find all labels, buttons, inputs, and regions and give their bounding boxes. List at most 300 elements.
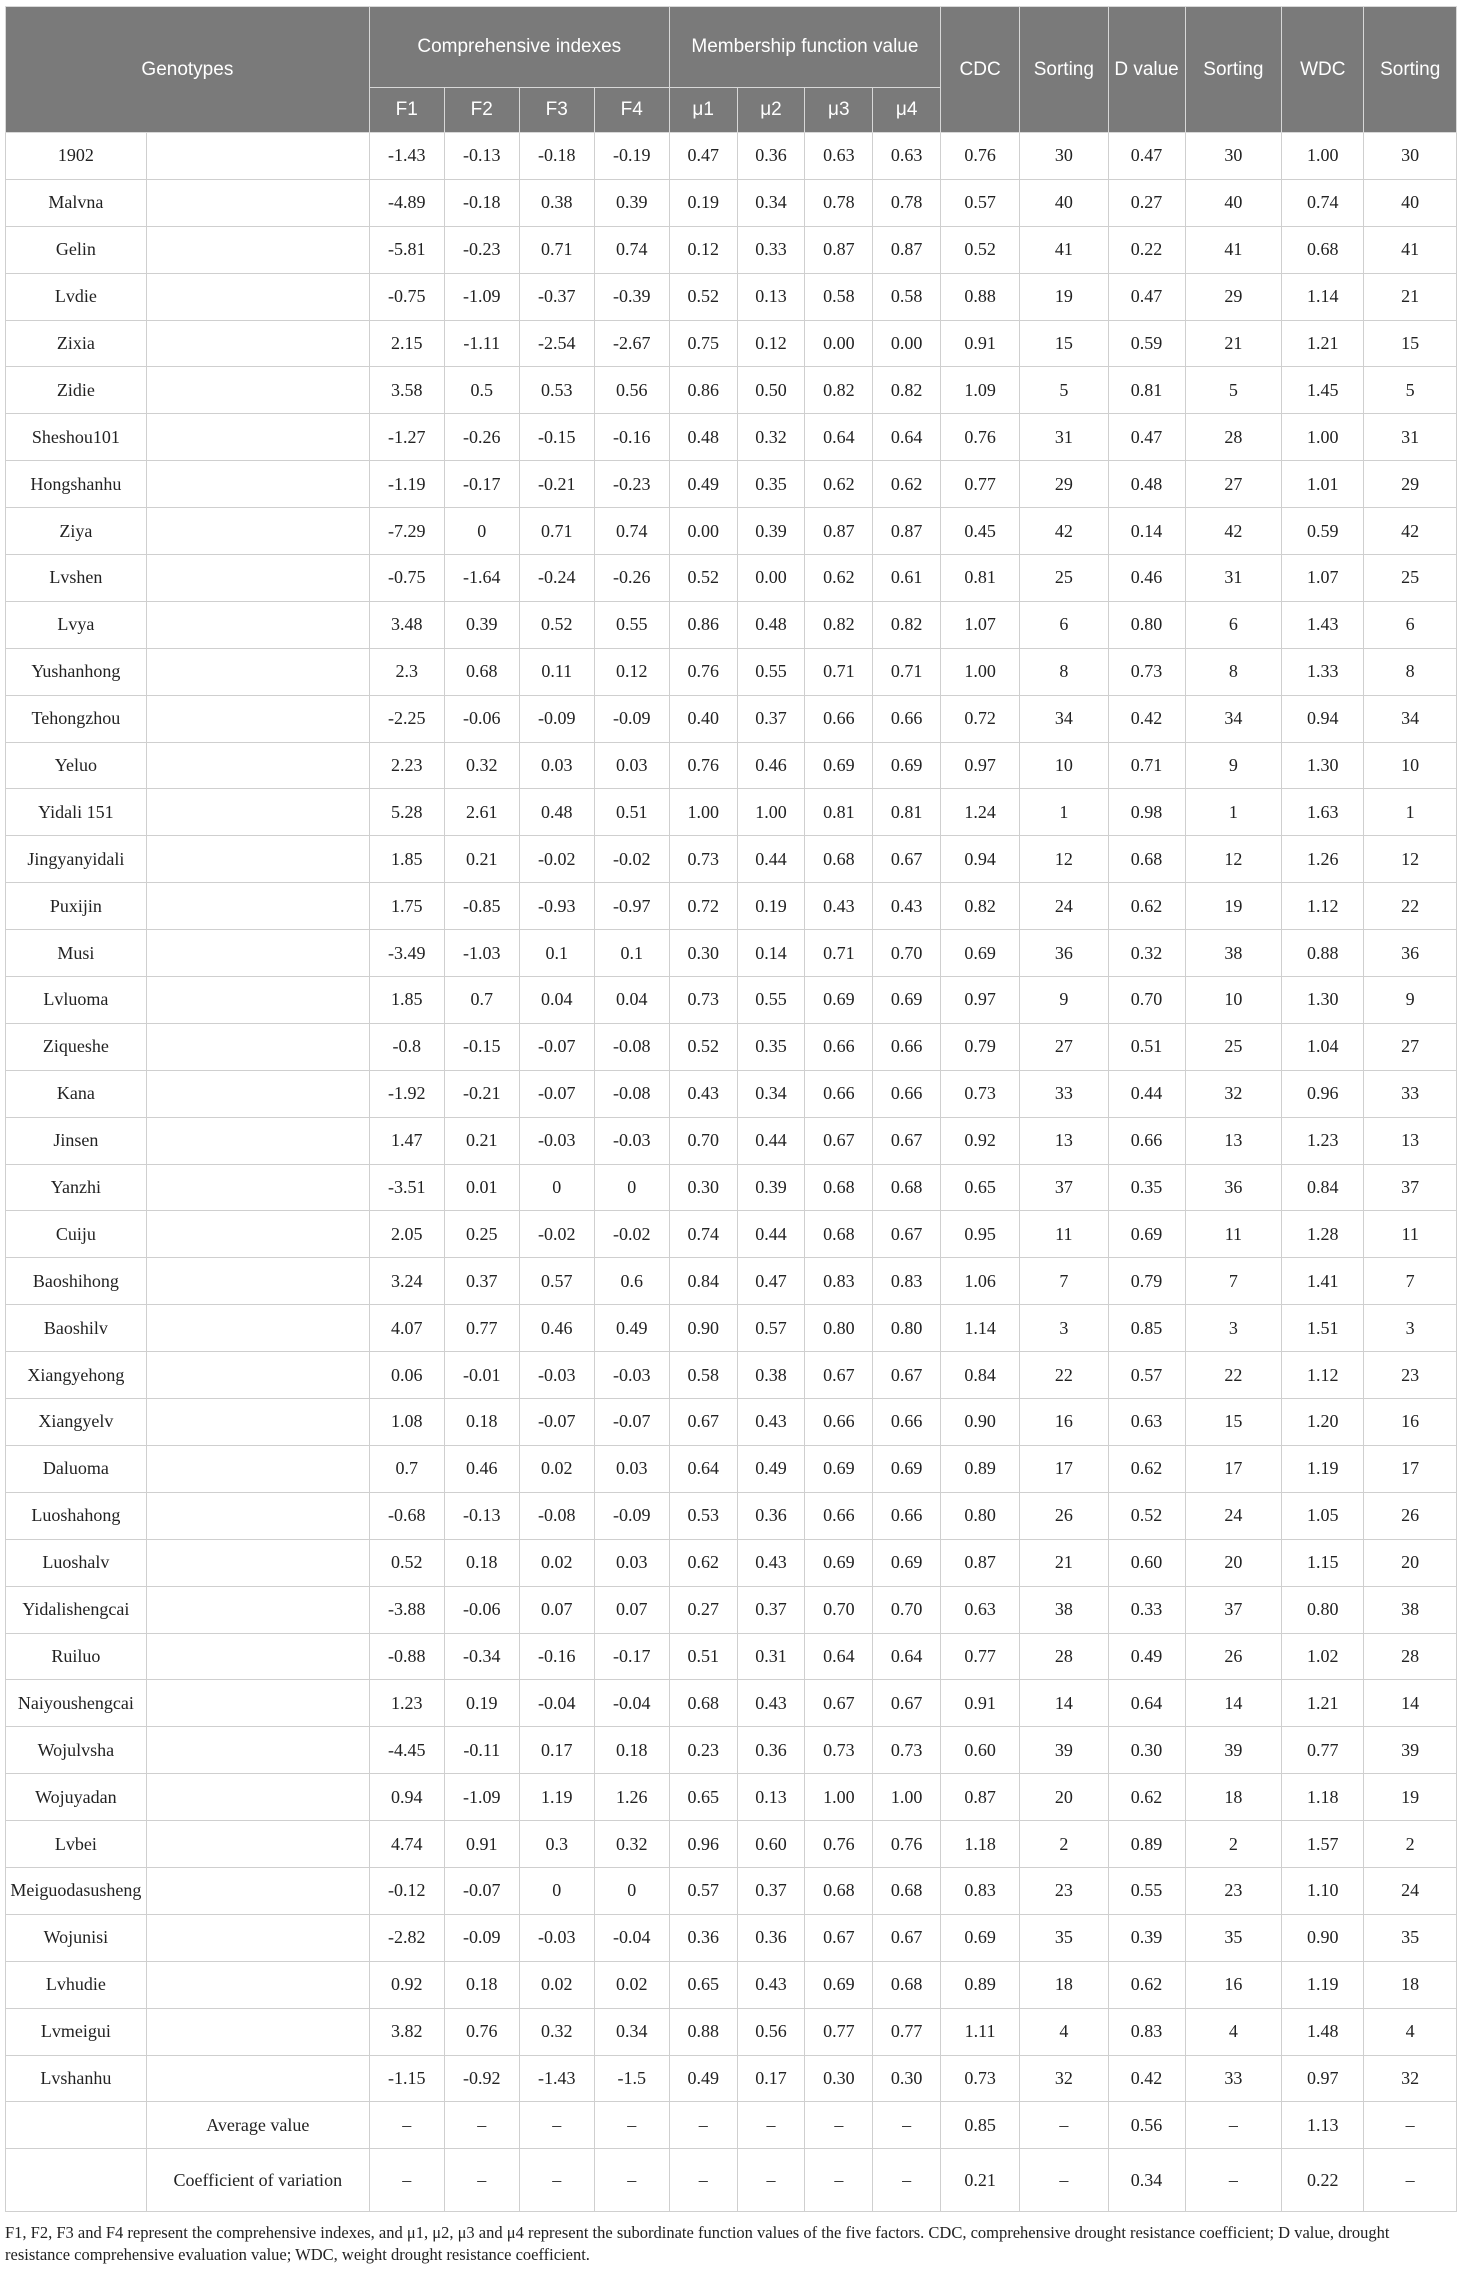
- value-cell: 36: [1364, 930, 1457, 977]
- value-cell: 0.18: [444, 1961, 519, 2008]
- value-cell: 0.47: [669, 133, 737, 180]
- value-cell: 0.18: [444, 1539, 519, 1586]
- value-cell: 0.68: [805, 836, 873, 883]
- value-cell: -1.43: [519, 2055, 594, 2102]
- value-cell: 0.03: [519, 742, 594, 789]
- value-cell: 4: [1020, 2008, 1108, 2055]
- genotype-cell: Wojunisi: [6, 1914, 147, 1961]
- genotype-cell: 1902: [6, 133, 147, 180]
- genotype-cell: Baoshihong: [6, 1258, 147, 1305]
- value-cell: 40: [1185, 179, 1282, 226]
- value-cell: 0.77: [941, 461, 1020, 508]
- genotype-cell: Zidie: [6, 367, 147, 414]
- value-cell: 0.71: [519, 508, 594, 555]
- genotype-cell: Ruiluo: [6, 1633, 147, 1680]
- genotype-cell: Daluoma: [6, 1445, 147, 1492]
- empty-cell: [146, 414, 369, 461]
- empty-cell: [146, 648, 369, 695]
- value-cell: 0.67: [873, 1117, 941, 1164]
- value-cell: 0.43: [873, 883, 941, 930]
- genotype-cell: Yidalishengcai: [6, 1586, 147, 1633]
- value-cell: -0.85: [444, 883, 519, 930]
- value-cell: 0.81: [1108, 367, 1185, 414]
- value-cell: 0.70: [873, 1586, 941, 1633]
- value-cell: 0.12: [669, 226, 737, 273]
- value-cell: 0.38: [519, 179, 594, 226]
- value-cell: 0.83: [805, 1258, 873, 1305]
- table-row: [6, 930, 1457, 977]
- value-cell: 29: [1185, 273, 1282, 320]
- empty-cell: [146, 1961, 369, 2008]
- table-row: [6, 1117, 1457, 1164]
- value-cell: 0.64: [873, 1633, 941, 1680]
- value-cell: -0.08: [519, 1492, 594, 1539]
- header-mu2: μ2: [737, 88, 805, 133]
- value-cell: 0.00: [737, 555, 805, 602]
- value-cell: 0.19: [737, 883, 805, 930]
- value-cell: 0.49: [1108, 1633, 1185, 1680]
- value-cell: 14: [1020, 1680, 1108, 1727]
- header-f2: F2: [444, 88, 519, 133]
- value-cell: -1.43: [369, 133, 444, 180]
- value-cell: 0.47: [737, 1258, 805, 1305]
- value-cell: 0.96: [1282, 1070, 1364, 1117]
- value-cell: 0.52: [941, 226, 1020, 273]
- value-cell: 0.34: [737, 179, 805, 226]
- value-cell: 0.83: [941, 1867, 1020, 1914]
- value-cell: 0.11: [519, 648, 594, 695]
- empty-cell: [146, 1070, 369, 1117]
- value-cell: 0.96: [669, 1821, 737, 1868]
- value-cell: 4: [1185, 2008, 1282, 2055]
- value-cell: 31: [1185, 555, 1282, 602]
- value-cell: -4.45: [369, 1727, 444, 1774]
- table-row: [6, 695, 1457, 742]
- value-cell: -0.75: [369, 555, 444, 602]
- genotype-cell: Lvhudie: [6, 1961, 147, 2008]
- value-cell: 25: [1185, 1023, 1282, 1070]
- value-cell: 1.12: [1282, 883, 1364, 930]
- value-cell: 0.34: [737, 1070, 805, 1117]
- header-wdc: WDC: [1282, 7, 1364, 133]
- value-cell: 0.77: [805, 2008, 873, 2055]
- empty-cell: [146, 555, 369, 602]
- value-cell: 5: [1020, 367, 1108, 414]
- value-cell: -2.54: [519, 320, 594, 367]
- value-cell: 10: [1364, 742, 1457, 789]
- summary-value: –: [1185, 2149, 1282, 2212]
- value-cell: 0.83: [873, 1258, 941, 1305]
- value-cell: 0.66: [805, 1070, 873, 1117]
- value-cell: 1.41: [1282, 1258, 1364, 1305]
- value-cell: 11: [1020, 1211, 1108, 1258]
- value-cell: 0.27: [1108, 179, 1185, 226]
- table-row: [6, 508, 1457, 555]
- value-cell: 0.07: [594, 1586, 669, 1633]
- value-cell: 0.80: [873, 1305, 941, 1352]
- value-cell: 26: [1185, 1633, 1282, 1680]
- empty-cell: [146, 1117, 369, 1164]
- empty-cell: [146, 1352, 369, 1399]
- value-cell: -0.02: [594, 836, 669, 883]
- value-cell: 21: [1364, 273, 1457, 320]
- empty-cell: [146, 226, 369, 273]
- value-cell: 0.67: [873, 1914, 941, 1961]
- value-cell: -0.02: [519, 836, 594, 883]
- value-cell: 19: [1185, 883, 1282, 930]
- table-row: [6, 1539, 1457, 1586]
- empty-cell: [146, 179, 369, 226]
- value-cell: 0.32: [444, 742, 519, 789]
- summary-value: –: [1364, 2102, 1457, 2149]
- value-cell: 0.14: [1108, 508, 1185, 555]
- empty-cell: [146, 1258, 369, 1305]
- value-cell: -0.26: [594, 555, 669, 602]
- value-cell: 0.58: [805, 273, 873, 320]
- value-cell: 0.39: [594, 179, 669, 226]
- value-cell: 0.74: [594, 508, 669, 555]
- genotype-cell: Cuiju: [6, 1211, 147, 1258]
- value-cell: 31: [1364, 414, 1457, 461]
- value-cell: 0.71: [873, 648, 941, 695]
- value-cell: 1.28: [1282, 1211, 1364, 1258]
- value-cell: 0.47: [1108, 273, 1185, 320]
- value-cell: 0.69: [873, 1445, 941, 1492]
- value-cell: 0.43: [737, 1680, 805, 1727]
- genotype-cell: Luoshahong: [6, 1492, 147, 1539]
- value-cell: 0.48: [669, 414, 737, 461]
- value-cell: 0.32: [519, 2008, 594, 2055]
- value-cell: 5: [1185, 367, 1282, 414]
- value-cell: 0.49: [669, 461, 737, 508]
- table-row: [6, 1821, 1457, 1868]
- value-cell: 0.44: [737, 836, 805, 883]
- value-cell: 0.80: [1282, 1586, 1364, 1633]
- genotype-cell: Luoshalv: [6, 1539, 147, 1586]
- summary-value: 1.13: [1282, 2102, 1364, 2149]
- table-row: [6, 1070, 1457, 1117]
- value-cell: 16: [1020, 1399, 1108, 1446]
- value-cell: 0.66: [805, 1492, 873, 1539]
- table-row: [6, 461, 1457, 508]
- value-cell: 0.55: [737, 977, 805, 1024]
- summary-value: –: [369, 2149, 444, 2212]
- value-cell: 0.32: [1108, 930, 1185, 977]
- value-cell: 0.73: [873, 1727, 941, 1774]
- genotype-cell: Meiguodasusheng: [6, 1867, 147, 1914]
- summary-value: –: [594, 2102, 669, 2149]
- table-row: [6, 977, 1457, 1024]
- value-cell: 12: [1364, 836, 1457, 883]
- value-cell: -0.04: [519, 1680, 594, 1727]
- value-cell: 0.82: [805, 367, 873, 414]
- value-cell: 0.48: [737, 601, 805, 648]
- value-cell: 22: [1020, 1352, 1108, 1399]
- table-footnote: F1, F2, F3 and F4 represent the comprehensive indexes, and μ1, μ2, μ3 and μ4 represent the subordinate function values of the five factors. CDC, comprehensive drought resistance coefficient; D value, drought resistance comprehensive evaluation value; WDC, weight drought resistance coefficient.: [5, 2223, 1390, 2265]
- value-cell: 2.61: [444, 789, 519, 836]
- table-row: [6, 226, 1457, 273]
- value-cell: -0.09: [444, 1914, 519, 1961]
- value-cell: 0.30: [669, 930, 737, 977]
- value-cell: 27: [1020, 1023, 1108, 1070]
- value-cell: 1.18: [1282, 1774, 1364, 1821]
- value-cell: 0.35: [1108, 1164, 1185, 1211]
- value-cell: 29: [1364, 461, 1457, 508]
- value-cell: 0.49: [669, 2055, 737, 2102]
- value-cell: 1.30: [1282, 977, 1364, 1024]
- value-cell: -0.03: [594, 1352, 669, 1399]
- value-cell: 0.85: [1108, 1305, 1185, 1352]
- header-genotypes: Genotypes: [6, 7, 370, 133]
- table-row: [6, 367, 1457, 414]
- value-cell: 41: [1020, 226, 1108, 273]
- summary-row: [6, 2102, 1457, 2149]
- value-cell: 14: [1364, 1680, 1457, 1727]
- value-cell: 0.67: [805, 1117, 873, 1164]
- value-cell: 0.58: [873, 273, 941, 320]
- value-cell: 1: [1020, 789, 1108, 836]
- value-cell: 0.76: [669, 742, 737, 789]
- value-cell: 0.21: [444, 836, 519, 883]
- summary-label: Average value: [146, 2102, 369, 2149]
- value-cell: 0.81: [873, 789, 941, 836]
- value-cell: 3: [1185, 1305, 1282, 1352]
- genotype-cell: Lvdie: [6, 273, 147, 320]
- value-cell: 23: [1364, 1352, 1457, 1399]
- value-cell: 0.43: [669, 1070, 737, 1117]
- table-row: [6, 1305, 1457, 1352]
- value-cell: 0.1: [519, 930, 594, 977]
- table-row: [6, 320, 1457, 367]
- value-cell: 39: [1185, 1727, 1282, 1774]
- header-membership-function-value: Membership function value: [669, 7, 940, 88]
- value-cell: 1.26: [1282, 836, 1364, 883]
- value-cell: -0.26: [444, 414, 519, 461]
- value-cell: -0.02: [519, 1211, 594, 1258]
- value-cell: 0.62: [1108, 1445, 1185, 1492]
- value-cell: 7: [1020, 1258, 1108, 1305]
- value-cell: 0.60: [737, 1821, 805, 1868]
- value-cell: 0.73: [941, 1070, 1020, 1117]
- value-cell: 0.45: [941, 508, 1020, 555]
- value-cell: -0.06: [444, 1586, 519, 1633]
- value-cell: 0.67: [873, 1680, 941, 1727]
- value-cell: 27: [1185, 461, 1282, 508]
- empty-cell: [146, 742, 369, 789]
- value-cell: 0.33: [1108, 1586, 1185, 1633]
- empty-cell: [146, 1305, 369, 1352]
- summary-value: –: [444, 2102, 519, 2149]
- empty-cell: [146, 367, 369, 414]
- value-cell: 13: [1020, 1117, 1108, 1164]
- value-cell: 3: [1364, 1305, 1457, 1352]
- value-cell: 0.04: [519, 977, 594, 1024]
- value-cell: -0.08: [594, 1023, 669, 1070]
- value-cell: 16: [1364, 1399, 1457, 1446]
- value-cell: 34: [1185, 695, 1282, 742]
- value-cell: 0.53: [519, 367, 594, 414]
- value-cell: -1.03: [444, 930, 519, 977]
- empty-cell: [146, 1023, 369, 1070]
- value-cell: -0.8: [369, 1023, 444, 1070]
- value-cell: 4.74: [369, 1821, 444, 1868]
- value-cell: 0: [594, 1164, 669, 1211]
- summary-value: 0.85: [941, 2102, 1020, 2149]
- value-cell: 0.69: [941, 930, 1020, 977]
- genotype-cell: Lvluoma: [6, 977, 147, 1024]
- value-cell: 0.63: [873, 133, 941, 180]
- summary-value: –: [669, 2102, 737, 2149]
- genotype-cell: Yidali 151: [6, 789, 147, 836]
- empty-cell: [146, 1774, 369, 1821]
- value-cell: -5.81: [369, 226, 444, 273]
- value-cell: 33: [1185, 2055, 1282, 2102]
- header-f1: F1: [369, 88, 444, 133]
- value-cell: 0.44: [1108, 1070, 1185, 1117]
- value-cell: 0.56: [594, 367, 669, 414]
- value-cell: -0.21: [519, 461, 594, 508]
- genotype-cell: Hongshanhu: [6, 461, 147, 508]
- value-cell: 0.73: [941, 2055, 1020, 2102]
- header-mu1: μ1: [669, 88, 737, 133]
- value-cell: 0.72: [669, 883, 737, 930]
- value-cell: 0.02: [519, 1539, 594, 1586]
- value-cell: 1.51: [1282, 1305, 1364, 1352]
- value-cell: 1.47: [369, 1117, 444, 1164]
- value-cell: 0.76: [805, 1821, 873, 1868]
- value-cell: -0.03: [519, 1117, 594, 1164]
- value-cell: 32: [1020, 2055, 1108, 2102]
- table-row: [6, 1633, 1457, 1680]
- value-cell: 1.00: [805, 1774, 873, 1821]
- empty-cell: [146, 1914, 369, 1961]
- value-cell: 28: [1364, 1633, 1457, 1680]
- table-row: [6, 1258, 1457, 1305]
- value-cell: 0.63: [1108, 1399, 1185, 1446]
- value-cell: 0.57: [737, 1305, 805, 1352]
- value-cell: 24: [1020, 883, 1108, 930]
- value-cell: 1.30: [1282, 742, 1364, 789]
- value-cell: 0.01: [444, 1164, 519, 1211]
- value-cell: 0.68: [805, 1867, 873, 1914]
- value-cell: -0.17: [444, 461, 519, 508]
- value-cell: 0.37: [737, 1867, 805, 1914]
- value-cell: 0.42: [1108, 2055, 1185, 2102]
- empty-cell: [146, 1633, 369, 1680]
- value-cell: 1.45: [1282, 367, 1364, 414]
- value-cell: 0.66: [805, 1023, 873, 1070]
- value-cell: 0.89: [941, 1445, 1020, 1492]
- value-cell: 0.76: [669, 648, 737, 695]
- value-cell: 0.67: [805, 1914, 873, 1961]
- empty-cell: [146, 836, 369, 883]
- empty-cell: [146, 2055, 369, 2102]
- value-cell: 27: [1364, 1023, 1457, 1070]
- value-cell: 0.77: [873, 2008, 941, 2055]
- value-cell: -0.17: [594, 1633, 669, 1680]
- value-cell: 0.27: [669, 1586, 737, 1633]
- value-cell: 0.76: [444, 2008, 519, 2055]
- genotype-cell: Yanzhi: [6, 1164, 147, 1211]
- value-cell: 0.55: [1108, 1867, 1185, 1914]
- value-cell: 0.89: [941, 1961, 1020, 2008]
- empty-cell: [146, 977, 369, 1024]
- value-cell: 1.33: [1282, 648, 1364, 695]
- value-cell: 6: [1364, 601, 1457, 648]
- value-cell: 4.07: [369, 1305, 444, 1352]
- value-cell: 1.00: [941, 648, 1020, 695]
- value-cell: 0.37: [737, 1586, 805, 1633]
- value-cell: 0.62: [873, 461, 941, 508]
- value-cell: 1.20: [1282, 1399, 1364, 1446]
- value-cell: 0.64: [1108, 1680, 1185, 1727]
- value-cell: 0.90: [669, 1305, 737, 1352]
- value-cell: 26: [1364, 1492, 1457, 1539]
- empty-cell: [146, 2008, 369, 2055]
- value-cell: 0.44: [737, 1211, 805, 1258]
- genotype-cell: Kana: [6, 1070, 147, 1117]
- value-cell: 3.58: [369, 367, 444, 414]
- value-cell: 0.64: [669, 1445, 737, 1492]
- value-cell: -1.11: [444, 320, 519, 367]
- value-cell: 1.57: [1282, 1821, 1364, 1868]
- value-cell: 1.00: [1282, 414, 1364, 461]
- value-cell: 10: [1020, 742, 1108, 789]
- value-cell: 0.64: [805, 1633, 873, 1680]
- value-cell: -1.09: [444, 273, 519, 320]
- value-cell: 0: [444, 508, 519, 555]
- empty-cell: [146, 1164, 369, 1211]
- value-cell: -1.09: [444, 1774, 519, 1821]
- table-row: [6, 836, 1457, 883]
- value-cell: -0.23: [444, 226, 519, 273]
- value-cell: 1: [1185, 789, 1282, 836]
- value-cell: 0.3: [519, 1821, 594, 1868]
- value-cell: -0.16: [594, 414, 669, 461]
- value-cell: 0.67: [873, 836, 941, 883]
- summary-value: –: [369, 2102, 444, 2149]
- value-cell: 6: [1185, 601, 1282, 648]
- table-row: [6, 1727, 1457, 1774]
- header-sorting-wdc: Sorting: [1364, 7, 1457, 133]
- value-cell: 14: [1185, 1680, 1282, 1727]
- value-cell: 0.46: [444, 1445, 519, 1492]
- value-cell: 0.82: [873, 601, 941, 648]
- value-cell: 0.60: [941, 1727, 1020, 1774]
- value-cell: 0.70: [1108, 977, 1185, 1024]
- value-cell: 0.53: [669, 1492, 737, 1539]
- value-cell: -0.13: [444, 133, 519, 180]
- value-cell: 0.52: [519, 601, 594, 648]
- value-cell: 0.74: [669, 1211, 737, 1258]
- value-cell: 23: [1020, 1867, 1108, 1914]
- value-cell: 0.67: [873, 1352, 941, 1399]
- value-cell: 20: [1020, 1774, 1108, 1821]
- value-cell: 35: [1020, 1914, 1108, 1961]
- value-cell: 1.23: [369, 1680, 444, 1727]
- table-row: [6, 273, 1457, 320]
- value-cell: -0.39: [594, 273, 669, 320]
- value-cell: 0.66: [873, 1399, 941, 1446]
- value-cell: 0.30: [669, 1164, 737, 1211]
- value-cell: 0.97: [941, 742, 1020, 789]
- value-cell: 1.43: [1282, 601, 1364, 648]
- value-cell: 3.24: [369, 1258, 444, 1305]
- value-cell: 1.00: [669, 789, 737, 836]
- value-cell: 0.66: [873, 1023, 941, 1070]
- value-cell: 26: [1020, 1492, 1108, 1539]
- value-cell: 38: [1185, 930, 1282, 977]
